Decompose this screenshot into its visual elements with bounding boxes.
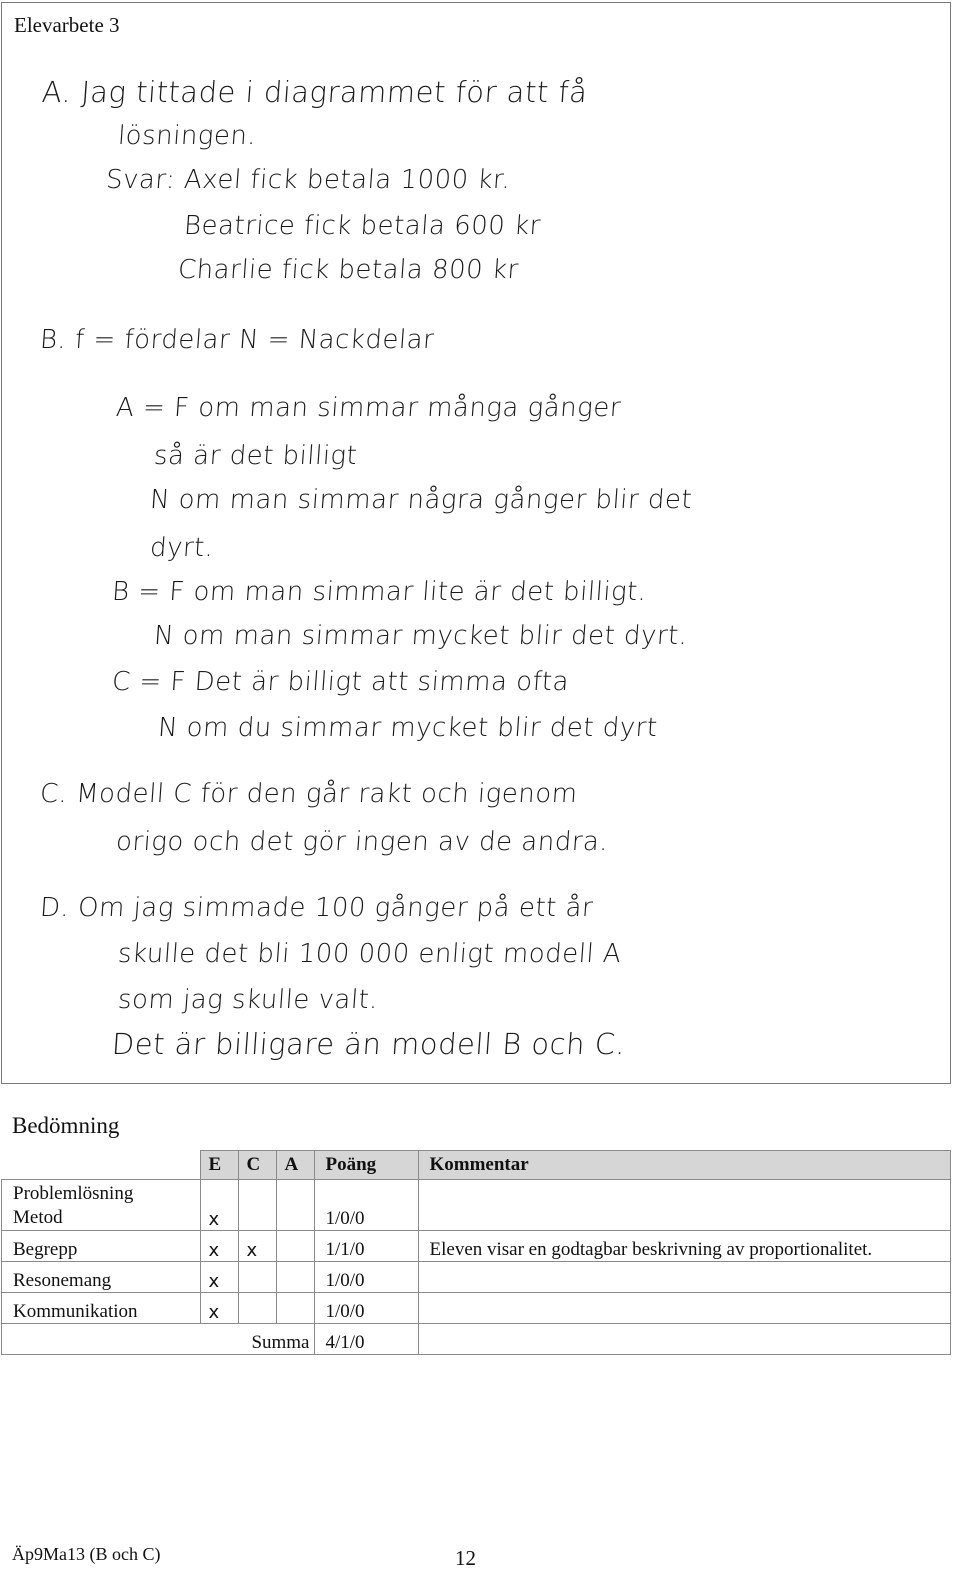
answer-a-line-4: Beatrice fick betala 600 kr (182, 211, 542, 241)
answer-b-line-8: C = F Det är billigt att simma ofta (110, 667, 571, 697)
header-c: C (238, 1151, 276, 1180)
mark-c (238, 1180, 276, 1231)
answer-d-line-2: skulle det bli 100 000 enligt modell A (116, 939, 623, 969)
table-row (2, 1180, 951, 1231)
sum-comment-blank (418, 1324, 951, 1355)
sum-label: Summa (200, 1324, 314, 1355)
table-row (2, 1262, 951, 1293)
answer-c-line-2: origo och det gör ingen av de andra. (114, 827, 610, 857)
student-work-frame (1, 2, 951, 1084)
answer-b-line-5: dyrt. (148, 533, 215, 563)
mark-e: x (200, 1231, 238, 1262)
sum-blank (2, 1324, 201, 1355)
answer-d-line-4: Det är billigare än modell B och C. (110, 1027, 627, 1061)
points-cell: 1/0/0 (314, 1262, 418, 1293)
header-a: A (276, 1151, 314, 1180)
footer-document-code: Äp9Ma13 (B och C) (12, 1544, 161, 1564)
answer-b-line-3: så är det billigt (152, 441, 359, 471)
answer-d-line-3: som jag skulle valt. (116, 985, 380, 1015)
mark-c (238, 1293, 276, 1324)
criterion-line-2: Metod (13, 1207, 63, 1228)
work-title: Elevarbete 3 (14, 13, 120, 37)
answer-a-line-5: Charlie fick betala 800 kr (176, 255, 520, 285)
assessment-title: Bedömning (12, 1113, 120, 1138)
mark-c: x (238, 1231, 276, 1262)
table-row (2, 1231, 951, 1262)
criterion-cell: Begrepp (2, 1231, 201, 1262)
criterion-cell (2, 1180, 201, 1231)
page-number: 12 (455, 1546, 476, 1570)
answer-b-line-7: N om man simmar mycket blir det dyrt. (152, 621, 689, 651)
mark-a (276, 1180, 314, 1231)
answer-d-line-1: D. Om jag simmade 100 gånger på ett år (38, 893, 595, 923)
answer-b-line-4: N om man simmar några gånger blir det (148, 485, 694, 515)
sum-points: 4/1/0 (314, 1324, 418, 1355)
comment-cell (418, 1180, 951, 1231)
table-row (2, 1293, 951, 1324)
comment-cell: Eleven visar en godtagbar beskrivning av proportionalitet. (418, 1231, 951, 1262)
header-comment: Kommentar (418, 1151, 951, 1180)
comment-cell (418, 1293, 951, 1324)
answer-a-line-3: Svar: Axel fick betala 1000 kr. (104, 165, 512, 195)
answer-b-line-2: A = F om man simmar många gånger (114, 393, 623, 423)
mark-e: x (200, 1293, 238, 1324)
assessment-table (1, 1150, 951, 1355)
mark-c (238, 1262, 276, 1293)
criterion-cell: Resonemang (2, 1262, 201, 1293)
points-cell: 1/0/0 (314, 1180, 418, 1231)
comment-cell (418, 1262, 951, 1293)
answer-b-line-1: B. f = fördelar N = Nackdelar (38, 325, 436, 355)
header-blank (2, 1151, 201, 1180)
answer-a-line-1: A. Jag tittade i diagrammet för att få (40, 75, 589, 109)
criterion-line-1: Problemlösning (13, 1183, 134, 1204)
header-points: Poäng (314, 1151, 418, 1180)
mark-a (276, 1262, 314, 1293)
mark-e: x (200, 1262, 238, 1293)
answer-a-line-2: lösningen. (116, 121, 258, 151)
criterion-cell: Kommunikation (2, 1293, 201, 1324)
sum-row (2, 1324, 951, 1355)
points-cell: 1/1/0 (314, 1231, 418, 1262)
mark-e: x (200, 1180, 238, 1231)
assessment-header-row (2, 1151, 951, 1180)
mark-a (276, 1293, 314, 1324)
mark-a (276, 1231, 314, 1262)
answer-c-line-1: C. Modell C för den går rakt och igenom (38, 779, 579, 809)
answer-b-line-6: B = F om man simmar lite är det billigt. (110, 577, 648, 607)
answer-b-line-9: N om du simmar mycket blir det dyrt (156, 713, 659, 743)
header-e: E (200, 1151, 238, 1180)
points-cell: 1/0/0 (314, 1293, 418, 1324)
